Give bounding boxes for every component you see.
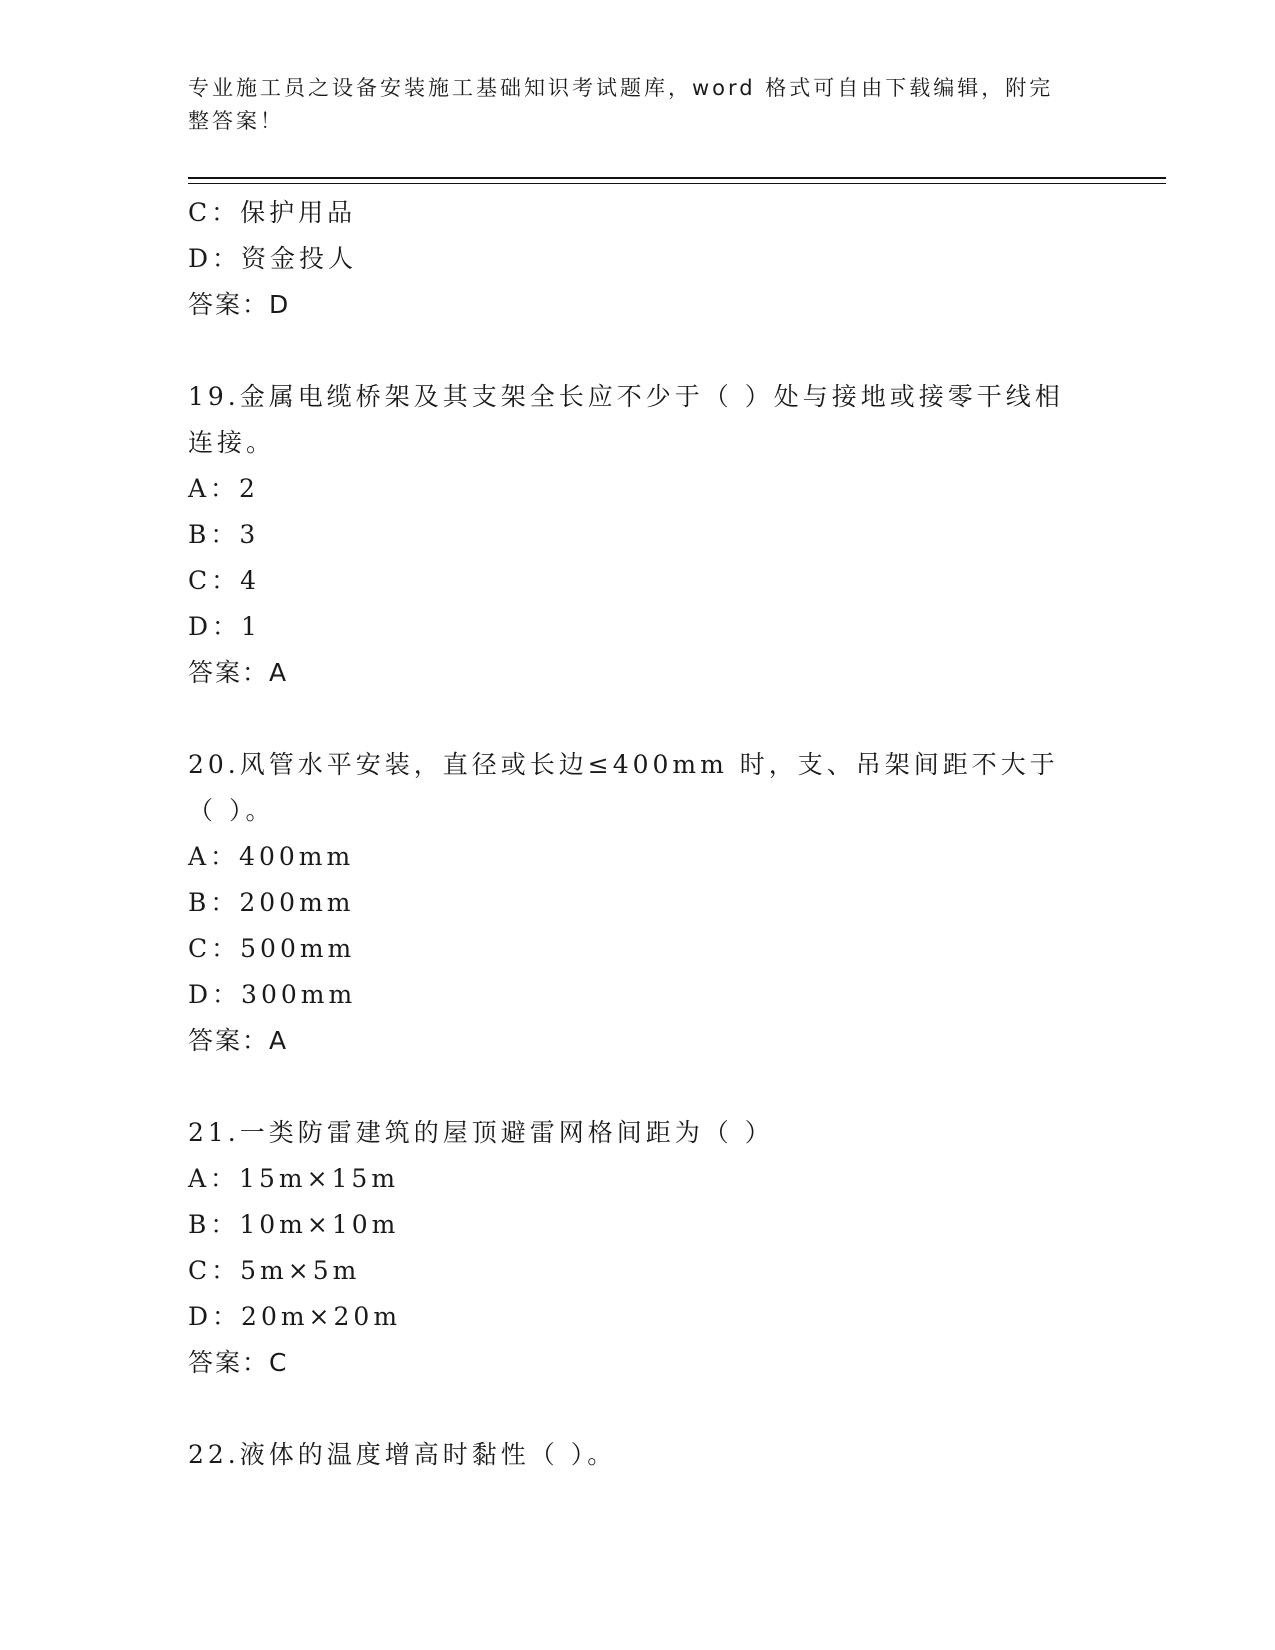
header-rule-thin bbox=[188, 183, 1166, 184]
question-stem-22: 22.液体的温度增高时黏性（ ）。 bbox=[188, 1440, 617, 1469]
answer-line: 答案：D bbox=[188, 290, 291, 319]
option-c: C：500mm bbox=[188, 934, 356, 963]
question-stem-19: 19.金属电缆桥架及其支架全长应不少于（ ）处与接地或接零干线相连接。 bbox=[188, 382, 1064, 457]
question-stem-21: 21.一类防雷建筑的屋顶避雷网格间距为（ ） bbox=[188, 1118, 774, 1147]
answer-line: 答案：C bbox=[188, 1348, 289, 1377]
header-rule-thick bbox=[188, 177, 1166, 179]
option-b: B：200mm bbox=[188, 888, 355, 917]
option-d: D：资金投人 bbox=[188, 244, 358, 273]
option-a: A：2 bbox=[188, 474, 259, 503]
option-b: B：3 bbox=[188, 520, 260, 549]
option-d: D：300mm bbox=[188, 980, 357, 1009]
option-c: C：4 bbox=[188, 566, 261, 595]
question-stem-20: 20.风管水平安装，直径或长边≤400mm 时，支、吊架间距不大于（ ）。 bbox=[188, 750, 1059, 825]
document-header: 专业施工员之设备安装施工基础知识考试题库，word 格式可自由下载编辑，附完整答案！ bbox=[188, 76, 1054, 133]
option-d: D：1 bbox=[188, 612, 261, 641]
option-b: B：10m×10m bbox=[188, 1210, 400, 1239]
question-content bbox=[188, 190, 1088, 1478]
option-a: A：15m×15m bbox=[188, 1164, 400, 1193]
option-a: A：400mm bbox=[188, 842, 355, 871]
answer-line: 答案：A bbox=[188, 1026, 289, 1055]
answer-line: 答案：A bbox=[188, 658, 289, 687]
option-c: C：5m×5m bbox=[188, 1256, 361, 1285]
option-c: C：保护用品 bbox=[188, 198, 357, 227]
option-d: D：20m×20m bbox=[188, 1302, 402, 1331]
